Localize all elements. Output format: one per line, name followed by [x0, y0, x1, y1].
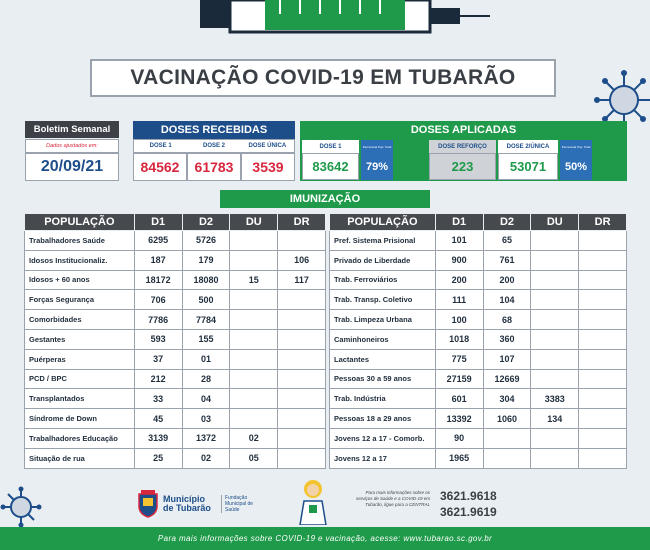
- reforco-label: DOSE REFORÇO: [429, 140, 496, 153]
- dose-cell: [278, 349, 326, 369]
- population-cell: Trab. Transp. Coletivo: [330, 290, 436, 310]
- population-cell: Pref. Sistema Prisional: [330, 231, 436, 251]
- population-cell: Pessoas 18 a 29 anos: [330, 409, 436, 429]
- dose-cell: [278, 310, 326, 330]
- dose-cell: [579, 231, 627, 251]
- phone-number: 3621.9618: [440, 489, 497, 503]
- dose-cell: 3139: [134, 428, 182, 448]
- population-cell: Gestantes: [25, 329, 135, 349]
- table-row: [25, 389, 326, 409]
- dose-cell: 601: [435, 389, 483, 409]
- dose-label: DOSE ÚNICA: [248, 143, 287, 149]
- dose-cell: [579, 369, 627, 389]
- column-header: DR: [278, 214, 326, 231]
- population-cell: Síndrome de Down: [25, 409, 135, 429]
- dose-cell: 593: [134, 329, 182, 349]
- dose-cell: [230, 310, 278, 330]
- dose-cell: 01: [182, 349, 230, 369]
- dose-cell: 1060: [483, 409, 531, 429]
- dose-value: 84562: [133, 153, 187, 181]
- population-cell: Forças Segurança: [25, 290, 135, 310]
- table-header-row: [330, 214, 627, 231]
- doses-recebidas-values: [133, 153, 295, 181]
- imunizacao-table-left: [24, 213, 326, 469]
- dose-cell: 18172: [134, 270, 182, 290]
- phone-number: 3621.9619: [440, 505, 497, 519]
- dose-cell: [278, 448, 326, 468]
- dose-cell: 25: [134, 448, 182, 468]
- table-row: [330, 270, 627, 290]
- dose-cell: [531, 231, 579, 251]
- population-cell: PCD / BPC: [25, 369, 135, 389]
- table-body: [330, 231, 627, 469]
- dose-cell: [579, 349, 627, 369]
- dose-cell: [230, 389, 278, 409]
- dose-cell: 155: [182, 329, 230, 349]
- dose-cell: [531, 250, 579, 270]
- dose-cell: [278, 428, 326, 448]
- dose2-pct-label: Percentual Pop. Total: [560, 140, 592, 153]
- dose1-label: DOSE 1: [302, 140, 359, 153]
- dose-cell: [531, 369, 579, 389]
- table-row: [330, 329, 627, 349]
- dose-cell: [531, 428, 579, 448]
- footer-text: Para mais informações sobre COVID-19 e vacinação, acesse: www.tubarao.sc.gov.br: [157, 534, 493, 543]
- dose-cell: [483, 448, 531, 468]
- column-header: POPULAÇÃO: [25, 214, 135, 231]
- dose-cell: 18080: [182, 270, 230, 290]
- page-title-box: [90, 59, 556, 97]
- dose-cell: 6295: [134, 231, 182, 251]
- column-header: D1: [134, 214, 182, 231]
- boletim-note: Dados ajustados em:: [25, 139, 119, 153]
- dose-cell: [278, 409, 326, 429]
- population-cell: Trab. Ferroviários: [330, 270, 436, 290]
- dose1-pct-label: Percentual Pop. Total: [361, 140, 393, 153]
- dose-cell: [531, 329, 579, 349]
- dose-cell: 134: [531, 409, 579, 429]
- dose2-label: DOSE 2/ÚNICA: [498, 140, 558, 153]
- dose-cell: [531, 310, 579, 330]
- column-header: D2: [182, 214, 230, 231]
- table-row: [330, 231, 627, 251]
- dose-cell: 05: [230, 448, 278, 468]
- dose-label: DOSE 1: [149, 143, 172, 149]
- dose-cell: 65: [483, 231, 531, 251]
- table-row: [330, 250, 627, 270]
- dose-cell: 1965: [435, 448, 483, 468]
- table-row: [330, 428, 627, 448]
- dose-cell: 68: [483, 310, 531, 330]
- dose-cell: [579, 290, 627, 310]
- footer-bar: [0, 527, 650, 550]
- imunizacao-header: IMUNIZAÇÃO: [220, 190, 430, 208]
- dose-value: 3539: [241, 153, 295, 181]
- page-title: VACINAÇÃO COVID-19 EM TUBARÃO: [130, 66, 516, 89]
- table-body: [25, 231, 326, 469]
- dose-cell: 02: [230, 428, 278, 448]
- dose-cell: 200: [483, 270, 531, 290]
- dose-cell: [579, 448, 627, 468]
- dose-cell: [230, 329, 278, 349]
- imunizacao-table-right: [329, 213, 627, 469]
- dose-cell: [579, 428, 627, 448]
- table-row: [25, 369, 326, 389]
- boletim-panel: [25, 121, 119, 181]
- table-row: [330, 409, 627, 429]
- boletim-date: 20/09/21: [25, 153, 119, 181]
- dose-cell: 179: [182, 250, 230, 270]
- dose-cell: 500: [182, 290, 230, 310]
- dose2-value: 53071: [498, 153, 558, 180]
- dose-cell: 37: [134, 349, 182, 369]
- dose-cell: 3383: [531, 389, 579, 409]
- dose-cell: [531, 349, 579, 369]
- dose-cell: 27159: [435, 369, 483, 389]
- dose-cell: [579, 389, 627, 409]
- table-row: [330, 389, 627, 409]
- dose-cell: [483, 428, 531, 448]
- dose-cell: [278, 329, 326, 349]
- dose-cell: 1018: [435, 329, 483, 349]
- population-cell: Puérperas: [25, 349, 135, 369]
- dose-cell: [230, 290, 278, 310]
- dose-cell: 775: [435, 349, 483, 369]
- dose-cell: [230, 369, 278, 389]
- dose-cell: 12669: [483, 369, 531, 389]
- dose-value: 61783: [187, 153, 241, 181]
- table-row: [330, 448, 627, 468]
- fundacao-name: Fundação Municipal de Saúde: [221, 495, 257, 513]
- dose1-pct: 79%: [361, 153, 393, 180]
- doses-recebidas-header: DOSES RECEBIDAS: [133, 121, 295, 139]
- dose-cell: 761: [483, 250, 531, 270]
- dose-cell: 90: [435, 428, 483, 448]
- dose-cell: 104: [483, 290, 531, 310]
- coat-of-arms-icon: [137, 490, 159, 518]
- column-header: DU: [230, 214, 278, 231]
- dose-cell: 360: [483, 329, 531, 349]
- table-row: [330, 369, 627, 389]
- doses-recebidas-labels: [133, 139, 295, 153]
- population-cell: Comorbidades: [25, 310, 135, 330]
- population-cell: Jovens 12 a 17: [330, 448, 436, 468]
- health-mascot-icon: [290, 477, 336, 525]
- dose-cell: 706: [134, 290, 182, 310]
- dose-cell: 187: [134, 250, 182, 270]
- table-row: [25, 349, 326, 369]
- table-header-row: [25, 214, 326, 231]
- population-cell: Idosos Institucionaliz.: [25, 250, 135, 270]
- dose-cell: [579, 329, 627, 349]
- dose-cell: [230, 250, 278, 270]
- table-row: [25, 290, 326, 310]
- population-cell: Lactantes: [330, 349, 436, 369]
- dose-cell: 45: [134, 409, 182, 429]
- boletim-label: Boletim Semanal: [25, 121, 119, 138]
- dose-cell: 04: [182, 389, 230, 409]
- dose-cell: 13392: [435, 409, 483, 429]
- population-cell: Trab. Limpeza Urbana: [330, 310, 436, 330]
- contact-info: Para mais informações sobre os serviços de Saúde e a COVID-19 em Tubarão, ligue para a CENTRAL: [355, 490, 430, 507]
- municipio-name: Município de Tubarão: [163, 493, 211, 513]
- table-row: [25, 310, 326, 330]
- doses-aplicadas-body: [300, 139, 627, 181]
- dose1-value: 83642: [302, 153, 359, 180]
- population-cell: Trabalhadores Educação: [25, 428, 135, 448]
- dose-cell: [230, 349, 278, 369]
- table-row: [25, 270, 326, 290]
- population-cell: Situação de rua: [25, 448, 135, 468]
- population-cell: Trabalhadores Saúde: [25, 231, 135, 251]
- dose-cell: 212: [134, 369, 182, 389]
- dose-cell: 200: [435, 270, 483, 290]
- population-cell: Pessoas 30 a 59 anos: [330, 369, 436, 389]
- table-row: [25, 250, 326, 270]
- table-row: [25, 428, 326, 448]
- dose-cell: 900: [435, 250, 483, 270]
- table-row: [25, 448, 326, 468]
- table-row: [25, 329, 326, 349]
- dose2-pct: 50%: [560, 153, 592, 180]
- population-cell: Transplantados: [25, 389, 135, 409]
- dose-cell: [579, 409, 627, 429]
- column-header: D2: [483, 214, 531, 231]
- table-row: [25, 409, 326, 429]
- dose-cell: 33: [134, 389, 182, 409]
- dose-cell: 03: [182, 409, 230, 429]
- dose-cell: 02: [182, 448, 230, 468]
- population-cell: Jovens 12 a 17 - Comorb.: [330, 428, 436, 448]
- dose-cell: [230, 231, 278, 251]
- dose-cell: 111: [435, 290, 483, 310]
- municipio-logo: [137, 488, 257, 520]
- dose-cell: 28: [182, 369, 230, 389]
- syringe-illustration: [170, 0, 490, 44]
- column-header: D1: [435, 214, 483, 231]
- population-cell: Idosos + 60 anos: [25, 270, 135, 290]
- dose-cell: 101: [435, 231, 483, 251]
- column-header: DR: [579, 214, 627, 231]
- dose-cell: 117: [278, 270, 326, 290]
- dose-cell: 106: [278, 250, 326, 270]
- dose-cell: [278, 231, 326, 251]
- dose-cell: 7784: [182, 310, 230, 330]
- population-cell: Trab. Indústria: [330, 389, 436, 409]
- dose-cell: 7786: [134, 310, 182, 330]
- dose-cell: 1372: [182, 428, 230, 448]
- population-cell: Caminhoneiros: [330, 329, 436, 349]
- table-row: [25, 231, 326, 251]
- dose-cell: [579, 310, 627, 330]
- dose-cell: [579, 270, 627, 290]
- column-header: DU: [531, 214, 579, 231]
- population-cell: Privado de Liberdade: [330, 250, 436, 270]
- dose-cell: 107: [483, 349, 531, 369]
- virus-icon: [0, 486, 42, 528]
- dose-cell: 15: [230, 270, 278, 290]
- dose-cell: [278, 389, 326, 409]
- dose-label: DOSE 2: [202, 143, 225, 149]
- reforco-value: 223: [429, 153, 496, 180]
- dose-cell: 304: [483, 389, 531, 409]
- table-row: [330, 310, 627, 330]
- dose-cell: [531, 290, 579, 310]
- table-row: [330, 349, 627, 369]
- dose-cell: [230, 409, 278, 429]
- dose-cell: [278, 290, 326, 310]
- dose-cell: [531, 448, 579, 468]
- dose-cell: [579, 250, 627, 270]
- dose-cell: [278, 369, 326, 389]
- dose-cell: [531, 270, 579, 290]
- table-row: [330, 290, 627, 310]
- dose-cell: 5726: [182, 231, 230, 251]
- doses-aplicadas-header: DOSES APLICADAS: [300, 121, 627, 139]
- column-header: POPULAÇÃO: [330, 214, 436, 231]
- dose-cell: 100: [435, 310, 483, 330]
